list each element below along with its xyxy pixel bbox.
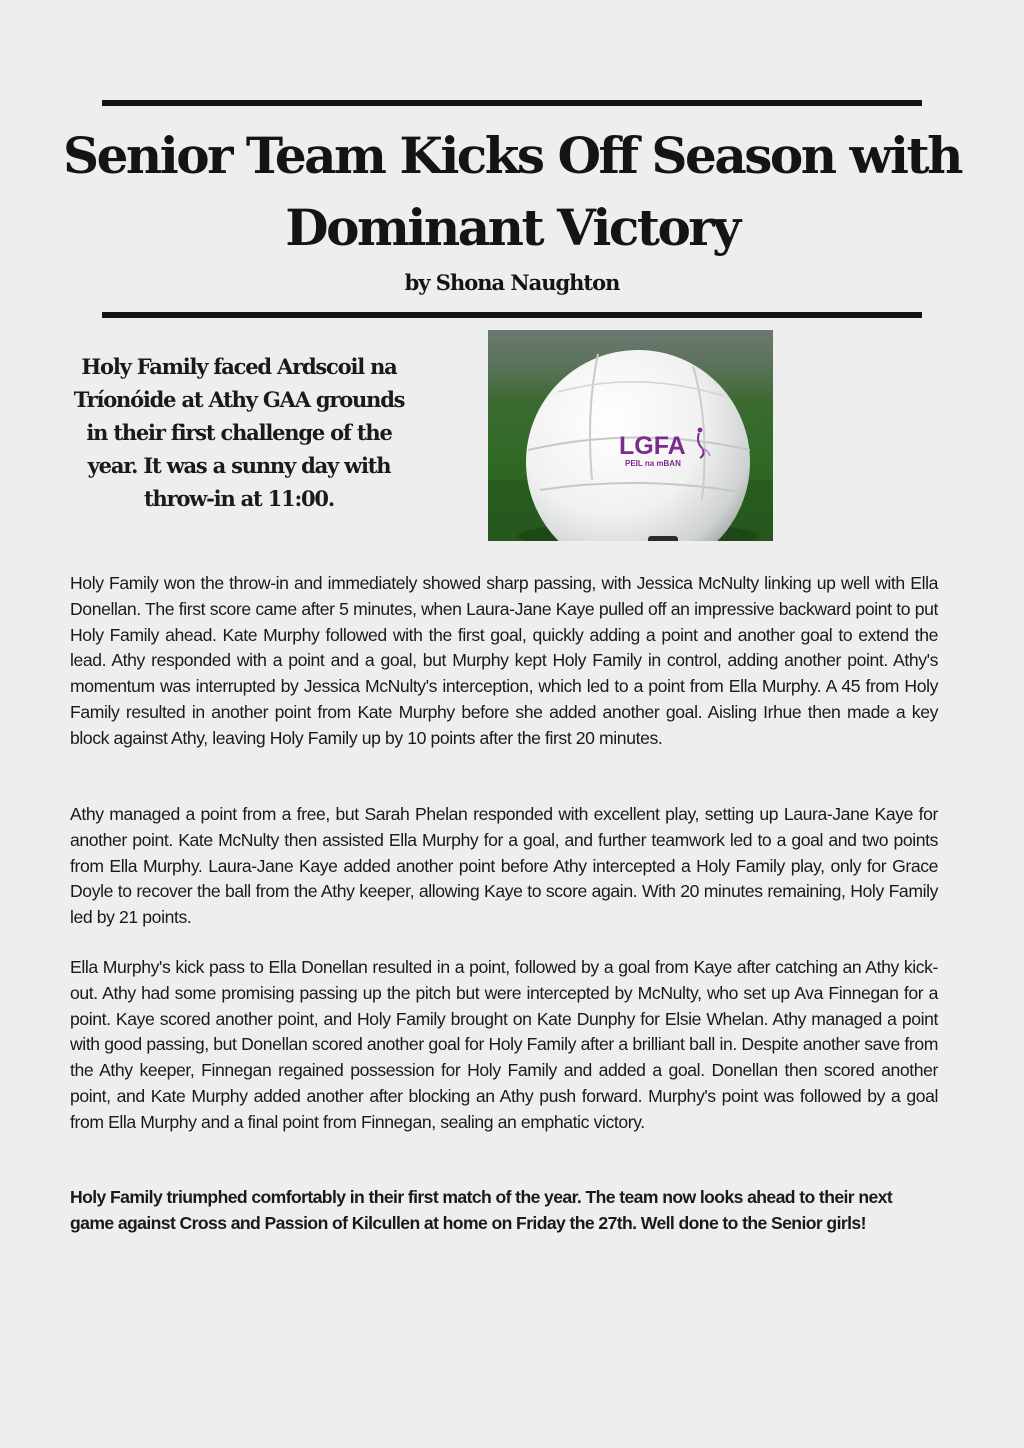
header-top-rule (102, 100, 922, 106)
article-paragraph: Ella Murphy's kick pass to Ella Donellan resulted in a point, followed by a goal from Kaye after catching an Athy kick-out. Athy had some promising passing up the pitch but were intercepted by McNulty, who set up Ava Finnegan for a point. Kaye scored another point, and Holy Family brought on Kate Dunphy for Elsie Whelan. Athy managed a point with good passing, but Donellan scored another goal for Holy Family after a brilliant ball in. Despite another save from the Athy keeper, Finnegan regained possession for Holy Family and added a goal. Donellan then scored another point, and Kate Murphy added another after blocking an Athy push forward. Murphy's point was followed by a goal from Ella Murphy and a final point from Finnegan, sealing an emphatic victory. (70, 957, 938, 1132)
article-closing-paragraph: Holy Family triumphed comfortably in their first match of the year. The team now looks ahead to their next game against Cross and Passion of Kilcullen at home on Friday the 27th. Well done to the Senior girls! (70, 1187, 893, 1233)
lgfa-logo-text: LGFA (619, 432, 686, 460)
article-byline: by Shona Naughton (404, 270, 620, 295)
header-bottom-rule (102, 312, 922, 318)
article-paragraph: Athy managed a point from a free, but Sarah Phelan responded with excellent play, setting up Laura-Jane Kaye for another point. Kate McNulty then assisted Ella Murphy for a goal, and further teamwork led to a goal and two points from Ella Murphy. Laura-Jane Kaye added another point before Athy intercepted a Holy Family play, only for Grace Doyle to recover the ball from the Athy keeper, allowing Kaye to score again. With 20 minutes remaining, Holy Family led by 21 points. (70, 804, 938, 928)
gaelic-football-photo (488, 330, 773, 541)
article-intro: Holy Family faced Ardscoil na Tríonóide at Athy GAA grounds in their first challenge of the year. It was a sunny day with throw-in at 11:00. (73, 354, 405, 511)
lgfa-logo-subtext: PEIL na mBAN (625, 459, 681, 468)
article-headline: Senior Team Kicks Off Season with Dominant Victory (63, 126, 961, 257)
article-paragraph: Holy Family won the throw-in and immediately showed sharp passing, with Jessica McNulty linking up well with Ella Donellan. The first score came after 5 minutes, when Laura-Jane Kaye pulled off an impressive backward point to put Holy Family ahead. Kate Murphy followed with the first goal, quickly adding a point and another goal to extend the lead. Athy responded with a point and a goal, but Murphy kept Holy Family in control, adding another point. Athy's momentum was interrupted by Jessica McNulty's interception, which led to a point from Ella Murphy. A 45 from Holy Family resulted in another point from Kate Murphy before she added another goal. Aisling Irhue then made a key block against Athy, leaving Holy Family up by 10 points after the first 20 minutes. (70, 573, 938, 748)
